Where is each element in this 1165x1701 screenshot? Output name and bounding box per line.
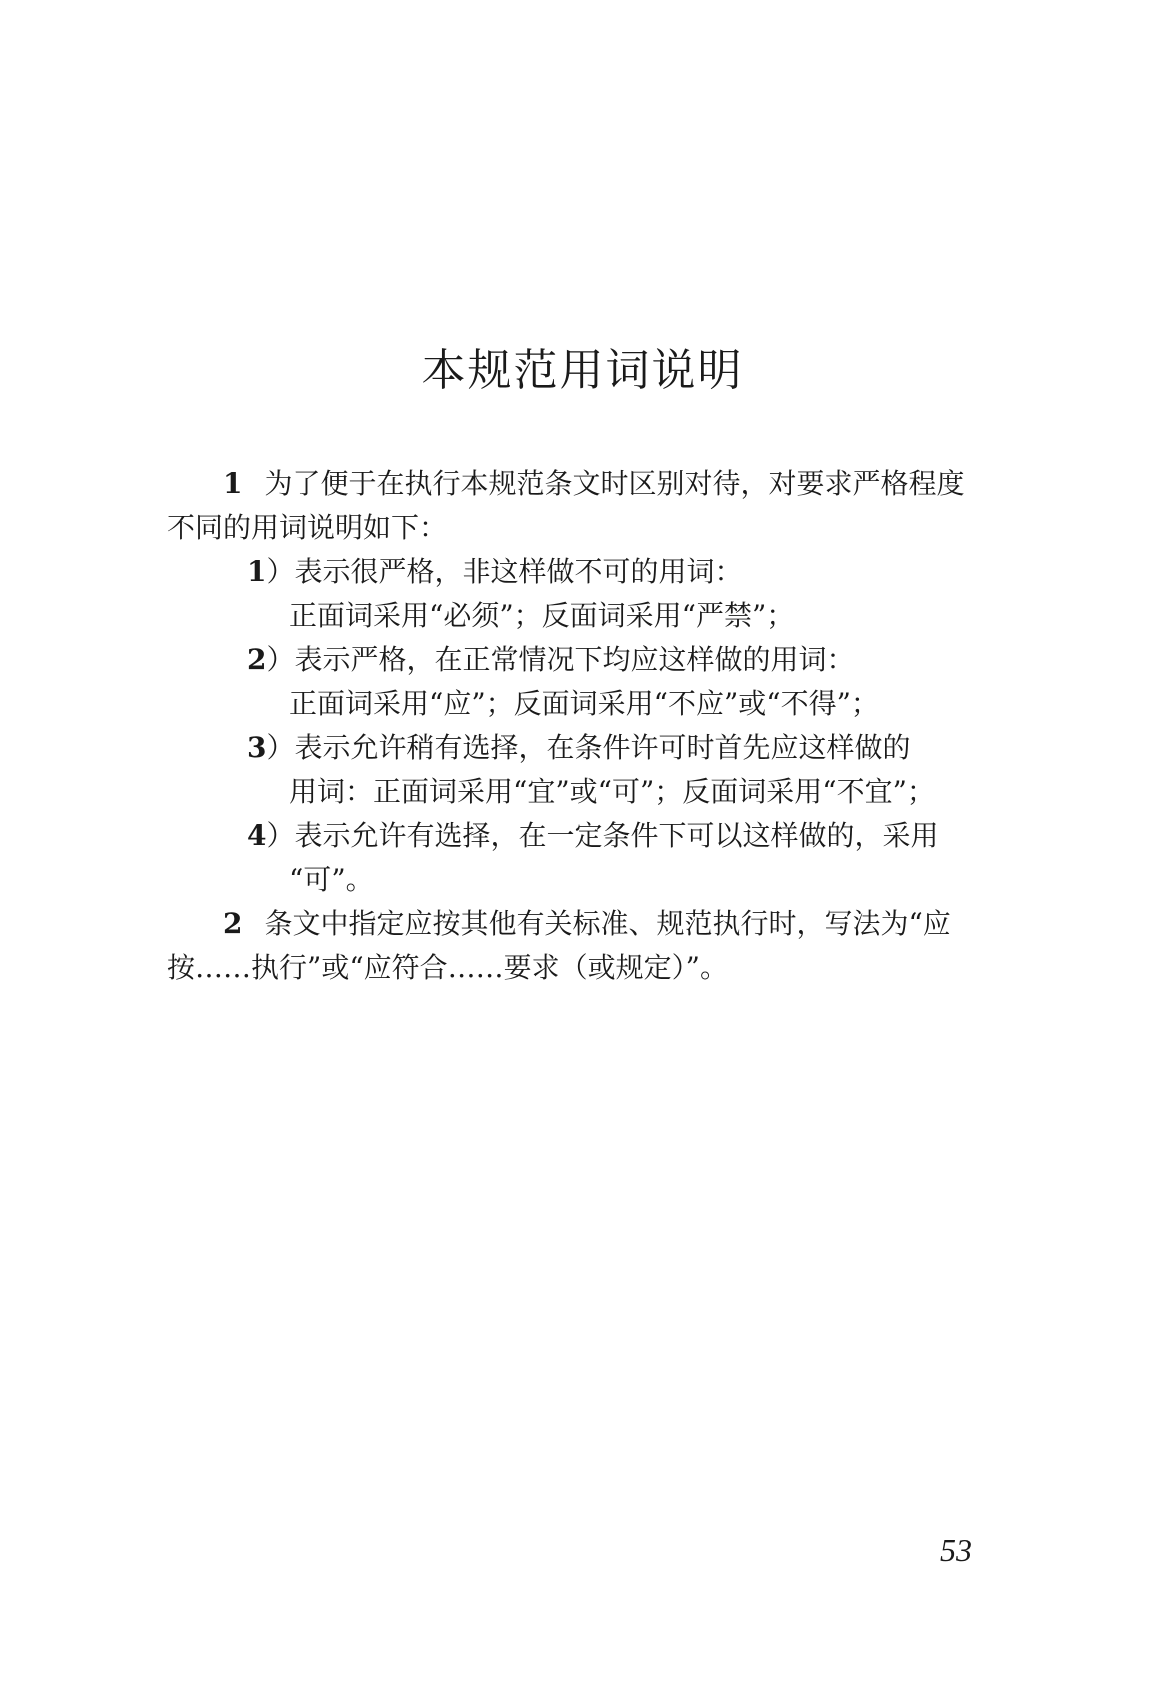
clause-1-line-2 (167, 506, 1007, 550)
list-item (167, 814, 1007, 858)
item-3-number: 3 (247, 731, 267, 764)
document-body (167, 462, 1007, 990)
clause-2-line-1 (167, 902, 1007, 946)
list-item (167, 638, 1007, 682)
item-1-line-1: ）表示很严格，非这样做不可的用词： (266, 555, 743, 588)
item-1-line-2: 正面词采用“必须”；反面词采用“严禁”； (289, 599, 795, 632)
item-2-line-1: ）表示严格，在正常情况下均应这样做的用词： (266, 643, 855, 676)
item-3-line-1: ）表示允许稍有选择，在条件许可时首先应这样做的 (266, 731, 911, 764)
list-item-continuation (167, 594, 1007, 638)
list-item-continuation (167, 682, 1007, 726)
item-2-line-2: 正面词采用“应”；反面词采用“不应”或“不得”； (289, 687, 879, 720)
clause-2-text-1: 条文中指定应按其他有关标准、规范执行时，写法为“应 (264, 907, 951, 940)
clause-2-line-2 (167, 946, 1007, 990)
page-number: 53 (940, 1532, 972, 1568)
item-3-line-2: 用词：正面词采用“宜”或“可”；反面词采用“不宜”； (289, 775, 935, 808)
clause-2-text-2: 按……执行”或“应符合……要求（或规定）”。 (167, 951, 728, 984)
list-item-continuation (167, 770, 1007, 814)
clause-1-number: 1 (223, 467, 243, 500)
clause-2-number: 2 (223, 907, 243, 940)
list-item-continuation (167, 858, 1007, 902)
list-item (167, 726, 1007, 770)
clause-1-text-2: 不同的用词说明如下： (167, 511, 448, 544)
item-2-number: 2 (247, 643, 267, 676)
clause-1-text-1: 为了便于在执行本规范条文时区别对待，对要求严格程度 (264, 467, 965, 500)
item-1-number: 1 (247, 555, 267, 588)
clause-1-line-1 (167, 462, 1007, 506)
list-item (167, 550, 1007, 594)
item-4-line-2: “可”。 (289, 863, 374, 896)
item-4-line-1: ）表示允许有选择，在一定条件下可以这样做的，采用 (266, 819, 939, 852)
item-4-number: 4 (247, 819, 267, 852)
page-title: 本规范用词说明 (421, 345, 744, 397)
